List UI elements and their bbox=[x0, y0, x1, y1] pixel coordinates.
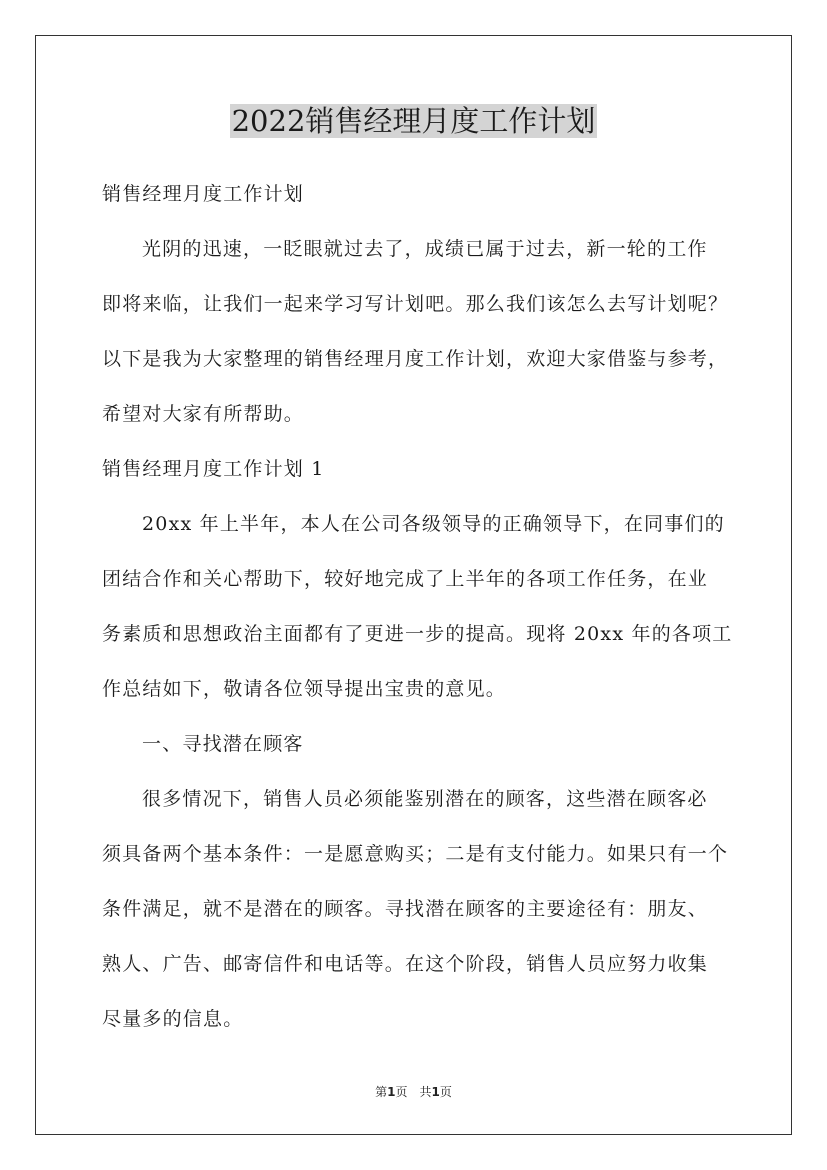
text-line: 条件满足，就不是潜在的顾客。寻找潜在顾客的主要途径有：朋友、 bbox=[102, 898, 709, 920]
page-current: 1 bbox=[387, 1085, 396, 1099]
text-line: 须具备两个基本条件：一是愿意购买；二是有支付能力。如果只有一个 bbox=[102, 843, 729, 865]
text-line: 熟人、广告、邮寄信件和电话等。在这个阶段，销售人员应努力收集 bbox=[102, 953, 709, 975]
subsection-heading bbox=[102, 717, 726, 772]
intro-heading bbox=[102, 167, 726, 222]
text-line: 作总结如下，敬请各位领导提出宝贵的意见。 bbox=[102, 678, 507, 700]
intro-paragraph bbox=[102, 222, 729, 442]
page-total: 1 bbox=[431, 1085, 440, 1099]
document-body bbox=[102, 167, 733, 1047]
text-line: 销售经理月度工作计划 bbox=[102, 183, 305, 205]
text-line: 很多情况下，销售人员必须能鉴别潜在的顾客，这些潜在顾客必 bbox=[142, 788, 708, 810]
summary-paragraph bbox=[102, 497, 733, 717]
text-line: 一、寻找潜在顾客 bbox=[142, 733, 304, 755]
text-line: 团结合作和关心帮助下，较好地完成了上半年的各项工作任务，在业 bbox=[102, 568, 709, 590]
text-line: 销售经理月度工作计划 1 bbox=[102, 458, 325, 480]
text-line: 即将来临，让我们一起来学习写计划吧。那么我们该怎么去写计划呢？ bbox=[102, 293, 729, 315]
total-suffix: 页 bbox=[439, 1085, 452, 1099]
text-line: 希望对大家有所帮助。 bbox=[102, 403, 305, 425]
document-title bbox=[0, 98, 827, 144]
page-footer bbox=[0, 1083, 827, 1101]
document-title-text: 2022销售经理月度工作计划 bbox=[231, 104, 596, 138]
page-prefix: 第 bbox=[375, 1085, 388, 1099]
customers-paragraph bbox=[102, 772, 729, 1047]
text-line: 光阴的迅速，一眨眼就过去了，成绩已属于过去，新一轮的工作 bbox=[142, 238, 708, 260]
text-line: 务素质和思想政治主面都有了更进一步的提高。现将 20xx 年的各项工 bbox=[102, 623, 733, 645]
section-heading bbox=[102, 442, 726, 497]
page-suffix: 页 bbox=[395, 1085, 408, 1099]
text-line: 20xx 年上半年，本人在公司各级领导的正确领导下，在同事们的 bbox=[142, 513, 725, 535]
text-line: 以下是我为大家整理的销售经理月度工作计划，欢迎大家借鉴与参考， bbox=[102, 348, 729, 370]
text-line: 尽量多的信息。 bbox=[102, 1008, 244, 1030]
total-prefix: 共 bbox=[419, 1085, 432, 1099]
